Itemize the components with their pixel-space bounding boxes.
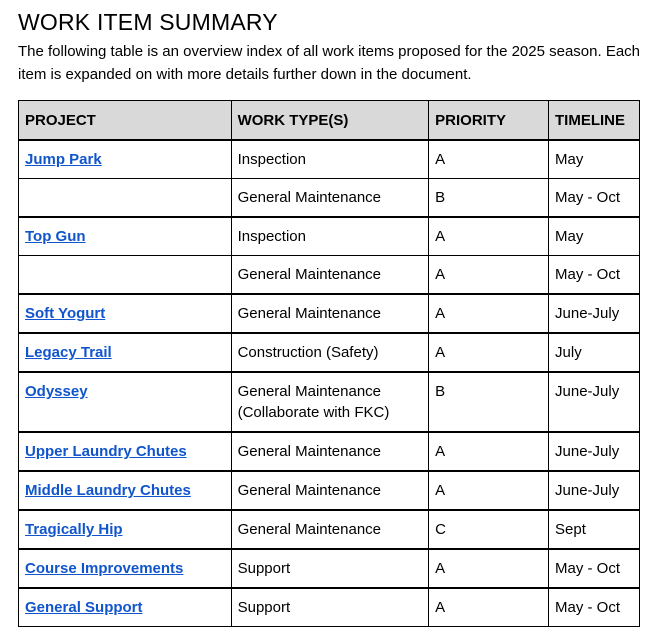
priority-cell: A [429,549,549,588]
table-row [19,294,640,333]
project-link[interactable]: Middle Laundry Chutes [25,482,191,499]
work-type-cell: Inspection [231,140,429,179]
work-type-cell: General Maintenance [231,294,429,333]
work-type-cell: General Maintenance (Collaborate with FKC) [231,372,429,432]
work-type-cell: Construction (Safety) [231,333,429,372]
priority-cell: A [429,140,549,179]
table-row [19,256,640,295]
timeline-cell: May - Oct [549,549,640,588]
priority-cell: A [429,294,549,333]
work-type-cell: General Maintenance [231,179,429,218]
work-type-cell: Support [231,588,429,627]
project-cell [19,294,232,333]
table-header-row [19,101,640,141]
priority-cell: A [429,432,549,471]
table-row [19,140,640,179]
timeline-cell: July [549,333,640,372]
work-type-cell: General Maintenance [231,471,429,510]
project-link[interactable]: Legacy Trail [25,344,112,361]
table-row [19,549,640,588]
project-link[interactable]: Odyssey [25,383,88,400]
project-link[interactable]: Upper Laundry Chutes [25,443,187,460]
project-cell [19,140,232,179]
column-header-priority: PRIORITY [429,101,549,141]
table-row [19,510,640,549]
project-cell [19,549,232,588]
project-cell [19,333,232,372]
priority-cell: C [429,510,549,549]
priority-cell: A [429,256,549,295]
page-title: WORK ITEM SUMMARY [18,9,278,35]
column-header-work-types: WORK TYPE(S) [231,101,429,141]
priority-cell: A [429,588,549,627]
project-cell [19,588,232,627]
priority-cell: A [429,217,549,256]
timeline-cell: Sept [549,510,640,549]
table-row [19,333,640,372]
project-cell [19,471,232,510]
intro-paragraph: The following table is an overview index of all work items proposed for the 2025 season. Each item is expanded on with more details further down in the document. [18,43,641,83]
timeline-cell: June-July [549,294,640,333]
work-type-cell: General Maintenance [231,256,429,295]
column-header-timeline: TIMELINE [549,101,640,141]
project-link[interactable]: Top Gun [25,228,86,245]
timeline-cell: June-July [549,432,640,471]
table-row [19,372,640,432]
project-link[interactable]: Course Improvements [25,560,184,577]
table-row [19,217,640,256]
timeline-cell: June-July [549,372,640,432]
priority-cell: A [429,471,549,510]
timeline-cell: May - Oct [549,588,640,627]
priority-cell: B [429,372,549,432]
work-type-cell: General Maintenance [231,432,429,471]
project-link[interactable]: Soft Yogurt [25,305,106,322]
work-type-cell: Support [231,549,429,588]
project-link[interactable]: General Support [25,599,143,616]
table-row [19,588,640,627]
work-type-cell: General Maintenance [231,510,429,549]
project-cell [19,217,232,256]
priority-cell: B [429,179,549,218]
column-header-project: PROJECT [19,101,232,141]
priority-cell: A [429,333,549,372]
timeline-cell: May - Oct [549,256,640,295]
project-cell [19,372,232,432]
timeline-cell: May - Oct [549,179,640,218]
work-type-cell: Inspection [231,217,429,256]
timeline-cell: June-July [549,471,640,510]
work-item-table [18,100,640,627]
project-link[interactable]: Tragically Hip [25,521,123,538]
table-row [19,432,640,471]
project-cell [19,432,232,471]
project-link[interactable]: Jump Park [25,151,102,168]
timeline-cell: May [549,140,640,179]
table-row [19,471,640,510]
project-cell [19,179,232,218]
project-cell [19,510,232,549]
timeline-cell: May [549,217,640,256]
table-row [19,179,640,218]
project-cell [19,256,232,295]
